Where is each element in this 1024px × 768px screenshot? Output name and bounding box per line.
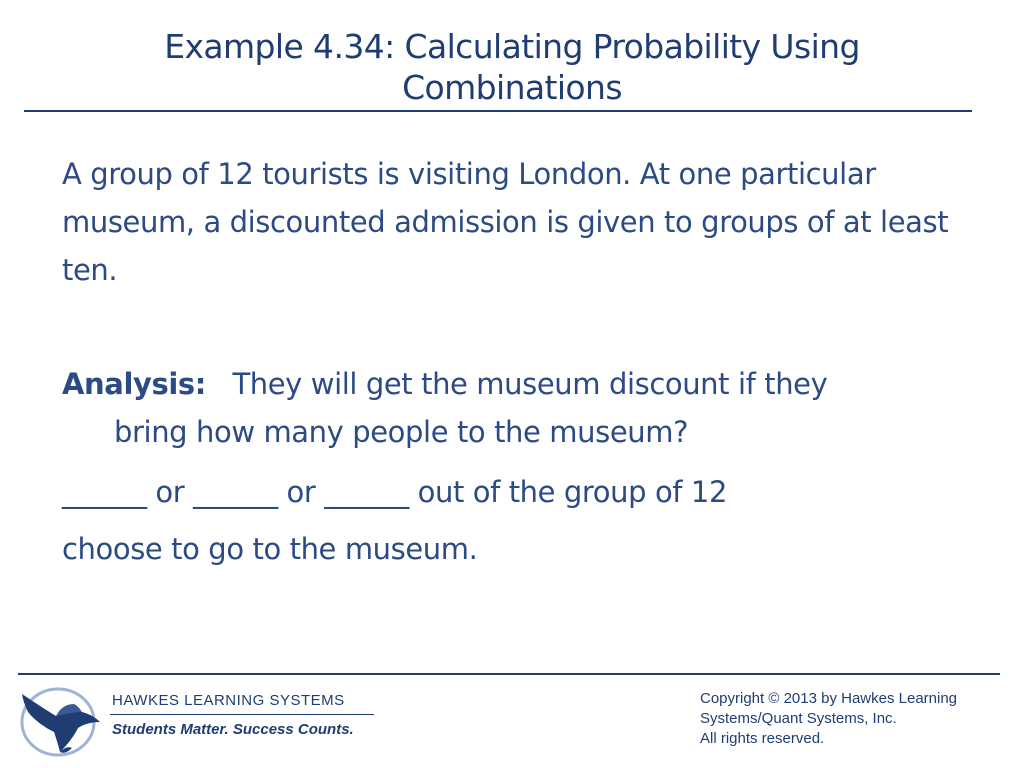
analysis-line-2: bring how many people to the museum? bbox=[114, 415, 689, 449]
copyright-line-1: Copyright © 2013 by Hawkes Learning bbox=[700, 690, 958, 707]
blanks-line: ______ or ______ or ______ out of the group of 12 bbox=[62, 475, 728, 509]
choose-line: choose to go to the museum. bbox=[62, 532, 478, 566]
copyright-line-2: Systems/Quant Systems, Inc. bbox=[700, 710, 897, 727]
analysis-label: Analysis: bbox=[62, 367, 206, 401]
brand-name: HAWKES LEARNING SYSTEMS bbox=[112, 692, 345, 709]
intro-paragraph bbox=[62, 150, 962, 294]
intro-text: A group of 12 tourists is visiting London. At one particular museum, a discounted admission is given to groups of at least ten. bbox=[62, 157, 949, 287]
slide-title: Example 4.34: Calculating Probability Using Combinations bbox=[164, 27, 860, 107]
analysis-line-1: They will get the museum discount if they bbox=[232, 367, 828, 401]
brand-tagline: Students Matter. Success Counts. bbox=[112, 721, 354, 738]
analysis-paragraph bbox=[62, 360, 962, 456]
title-divider bbox=[24, 110, 972, 112]
copyright-notice bbox=[700, 689, 1010, 749]
hawk-logo-icon bbox=[16, 682, 102, 758]
brand-divider bbox=[110, 714, 374, 715]
copyright-line-3: All rights reserved. bbox=[700, 730, 825, 747]
footer-divider bbox=[18, 673, 1000, 675]
